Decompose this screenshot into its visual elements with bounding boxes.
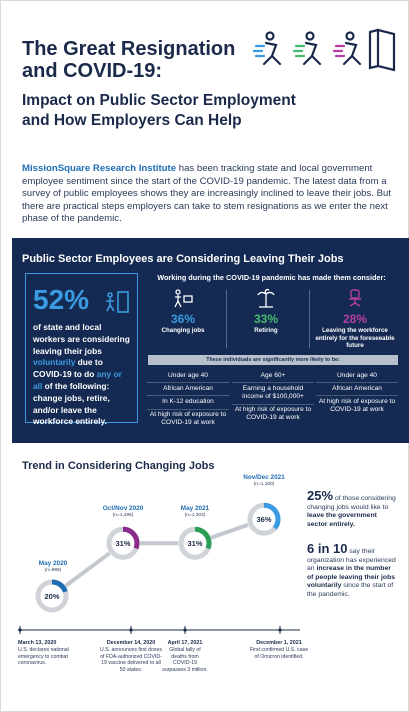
point-label: May 2020 (n=989) <box>38 560 68 573</box>
likely-banner: These individuals are significantly more likely to be: <box>148 355 398 365</box>
palm-tree-icon <box>255 288 277 308</box>
profile-item: African American <box>147 383 229 396</box>
timeline-dot <box>18 628 21 631</box>
side-stat-2: 6 in 10 say their organization has experienced an increase in the number of people leaving their jobs voluntarily since the start of the pandemic. <box>307 541 396 598</box>
divider <box>309 290 310 348</box>
trend-title: Trend in Considering Changing Jobs <box>22 460 215 472</box>
point-label: May 2021 (n=1,203) <box>180 505 210 518</box>
donut-value-label: 31% <box>187 539 203 549</box>
option-leaving-workforce <box>311 288 399 350</box>
option-pct: 33% <box>253 312 279 326</box>
person-desk-icon <box>172 288 194 308</box>
profile-item: At high risk of exposure to COVID-19 at work <box>234 406 312 422</box>
option-label: Changing jobs <box>161 327 205 334</box>
empty-chair-icon <box>344 288 366 308</box>
option-pct: 36% <box>170 312 196 326</box>
timeline-dot <box>278 628 281 631</box>
exit-door-icon <box>104 290 130 314</box>
profile-item: Under age 40 <box>316 370 398 383</box>
side-stat-1: 25% of those considering changing jobs would like to leave the government sector entirely. <box>307 488 396 528</box>
profile-item: At high risk of exposure to COVID-19 at work <box>149 411 227 427</box>
donut-value-label: 31% <box>115 539 131 549</box>
point-label: Oct/Nov 2020 (n=1,195) <box>102 505 144 518</box>
option-changing-jobs <box>143 288 223 335</box>
profile-item: Earning a household income of $100,000+ <box>232 383 314 404</box>
resigning-people-icon <box>252 26 402 76</box>
timeline-dot <box>183 628 186 631</box>
donut-value-label: 36% <box>256 515 272 525</box>
option-pct: 28% <box>342 312 368 326</box>
profile-column <box>232 370 314 425</box>
timeline-event: March 13, 2020 U.S. declares national emergency to combat coronavirus. <box>18 640 69 667</box>
headline-percent: 52% <box>33 284 90 315</box>
donut-value-label: 20% <box>44 592 60 601</box>
profile-item: Under age 40 <box>147 370 229 383</box>
profile-item: Age 60+ <box>232 370 314 383</box>
intro-text: has been tracking state and local government employee sentiment since the start of the COVID-19 pandemic. The latest data from a survey of public employees shows they are increasingly inclined to leave their jobs. But there are practical steps employers can take to stem resignations as we enter the next phase of the pandemic. <box>22 163 392 224</box>
consider-heading: Working during the COVID-19 pandemic has made them consider: <box>157 273 386 282</box>
point-label: Nov/Dec 2021 (n=1,100) <box>243 474 285 487</box>
page-title: The Great Resignation and COVID-19: <box>22 38 236 82</box>
panel-title: Public Sector Employees are Considering Leaving Their Jobs <box>22 253 344 265</box>
intro-paragraph <box>22 163 392 226</box>
profile-column <box>147 370 229 430</box>
profile-column <box>316 370 398 417</box>
profile-item: In K-12 education <box>147 396 229 409</box>
headline-description: of state and local workers are considering leaving their jobs voluntarily due to COVID-19 to do any or all of the following: change jobs, retire, and/or leave the workforce entirely. <box>33 322 130 427</box>
timeline-event: April 17, 2021 Global tally of deaths from COVID-19 surpasses 3 million. <box>162 640 208 673</box>
profile-item: At high risk of exposure to COVID-19 at work <box>318 397 396 414</box>
page-subtitle: Impact on Public Sector Employment and How Employers Can Help <box>22 92 296 129</box>
timeline-event: December 1, 2021 First confirmed U.S. case of Omicron identified. <box>249 640 309 660</box>
option-label: Retiring <box>254 327 278 334</box>
option-label: Leaving the workforce entirely for the foreseeable future <box>315 327 395 349</box>
timeline-dot <box>129 628 132 631</box>
profile-item: African American <box>316 383 398 396</box>
trend-line <box>52 519 264 596</box>
option-retiring <box>226 288 306 335</box>
timeline-event: December 14, 2020 U.S. announces first doses of FDA-authorized COVID-19 vaccine delivered to all 50 states. <box>100 640 162 673</box>
org-name: MissionSquare Research Institute <box>22 163 177 174</box>
